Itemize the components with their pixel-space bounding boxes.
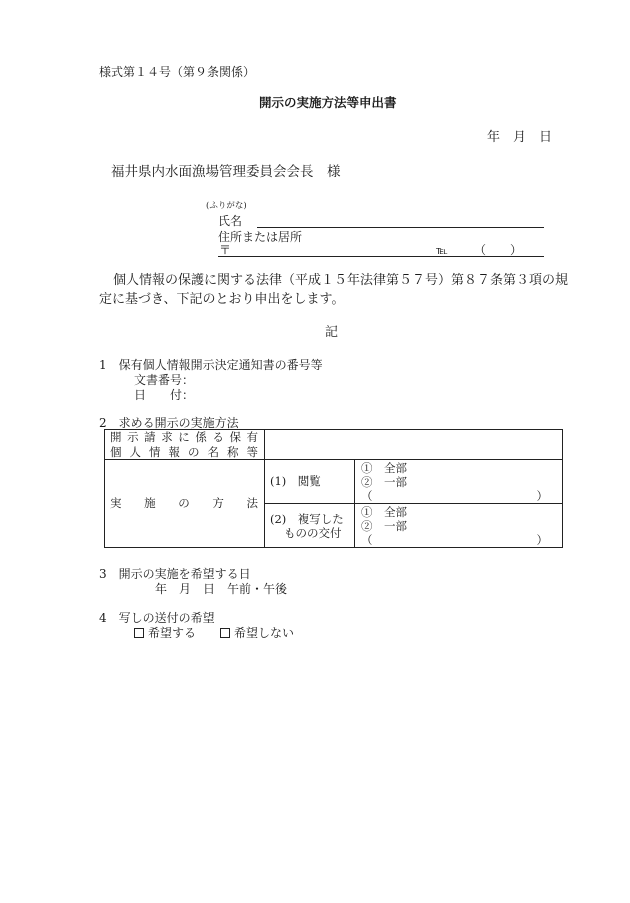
method-copy-label: (2) 複写した ものの交付 bbox=[265, 504, 355, 548]
name-label: 氏名 bbox=[218, 214, 243, 228]
inspection-partial-detail[interactable]: （ ） bbox=[361, 488, 548, 503]
section4-heading: 4 写しの送付の希望 bbox=[99, 611, 215, 625]
method-inspection-options bbox=[355, 460, 563, 504]
postal-mark: 〒 bbox=[219, 243, 232, 257]
checkbox-icon[interactable] bbox=[220, 628, 230, 638]
body-line-2: 定に基づき、下記のとおり申出をします。 bbox=[99, 292, 345, 307]
preferred-date-value[interactable]: 年 月 日 午前・午後 bbox=[155, 582, 288, 596]
document-name-value[interactable] bbox=[265, 430, 563, 460]
document-name-label-line2: 個 人 情 報 の 名 称 等 bbox=[110, 444, 258, 459]
tel-paren: （ ） bbox=[474, 243, 523, 257]
address-label: 住所または居所 bbox=[218, 230, 303, 244]
addressee: 福井県内水面漁場管理委員会会長 様 bbox=[111, 164, 341, 180]
inspection-partial-option[interactable]: ② 一部 bbox=[361, 474, 407, 489]
mailing-no-option[interactable]: 希望しない bbox=[220, 626, 294, 641]
method-inspection-label: (1) 閲覧 bbox=[265, 460, 355, 504]
ki-heading: 記 bbox=[325, 325, 339, 340]
section2-heading: 2 求める開示の実施方法 bbox=[99, 416, 239, 430]
section3-heading: 3 開示の実施を希望する日 bbox=[99, 567, 251, 581]
date-line: 年 月 日 bbox=[487, 130, 553, 145]
copy-all-option[interactable]: ① 全部 bbox=[361, 504, 407, 519]
body-line-1: 個人情報の保護に関する法律（平成１５年法律第５７号）第８７条第３項の規 bbox=[113, 273, 569, 288]
method-label bbox=[105, 460, 265, 548]
inspection-all-option[interactable]: ① 全部 bbox=[361, 460, 407, 475]
method-table bbox=[104, 429, 563, 548]
method-label-text: 実 施 の 方 法 bbox=[110, 496, 258, 511]
doc-number-label: 文書番号： bbox=[134, 373, 195, 387]
furigana-label: (ふりがな) bbox=[206, 201, 247, 211]
notice-date-label: 日 付： bbox=[134, 388, 195, 402]
document-name-label bbox=[105, 430, 265, 460]
tel-mark: ℡ bbox=[436, 244, 448, 257]
form-number: 様式第１４号（第９条関係） bbox=[99, 65, 256, 79]
mailing-yes-option[interactable]: 希望する bbox=[134, 626, 196, 641]
method-copy-options bbox=[355, 504, 563, 548]
name-field[interactable] bbox=[257, 214, 544, 228]
document-title: 開示の実施方法等申出書 bbox=[259, 95, 397, 110]
checkbox-icon[interactable] bbox=[134, 628, 144, 638]
section1-heading: 1 保有個人情報開示決定通知書の番号等 bbox=[99, 358, 323, 372]
copy-partial-detail[interactable]: （ ） bbox=[361, 532, 548, 547]
document-name-label-line1: 開 示 請 求 に 係 る 保 有 bbox=[110, 430, 258, 445]
copy-partial-option[interactable]: ② 一部 bbox=[361, 518, 407, 533]
